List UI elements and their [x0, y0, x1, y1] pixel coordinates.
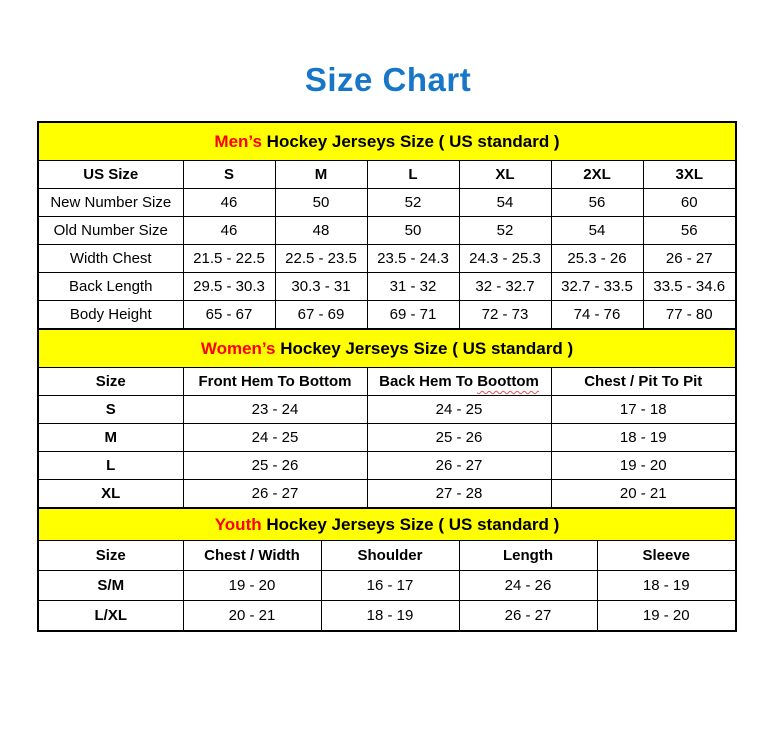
- size-value: 20 - 21: [183, 601, 321, 631]
- size-value: 60: [643, 189, 735, 217]
- mens-size-section: [39, 123, 735, 329]
- table-row: [39, 217, 735, 245]
- size-value: 50: [367, 217, 459, 245]
- row-label: Width Chest: [39, 245, 183, 273]
- row-label: Body Height: [39, 301, 183, 329]
- row-label: New Number Size: [39, 189, 183, 217]
- row-label: S/M: [39, 571, 183, 601]
- size-value: 17 - 18: [551, 396, 735, 424]
- header-row: [39, 161, 735, 189]
- header-row: [39, 368, 735, 396]
- column-header: Back Hem To Boottom: [367, 368, 551, 396]
- size-value: 69 - 71: [367, 301, 459, 329]
- header-row: [39, 541, 735, 571]
- womens-size-table: [39, 368, 735, 508]
- banner-highlight-womens: Women’s: [200, 339, 276, 358]
- size-value: 56: [643, 217, 735, 245]
- size-value: 30.3 - 31: [275, 273, 367, 301]
- size-value: 54: [459, 189, 551, 217]
- column-header: 3XL: [643, 161, 735, 189]
- page-title: Size Chart: [304, 61, 472, 98]
- size-value: 52: [459, 217, 551, 245]
- size-value: 52: [367, 189, 459, 217]
- size-value: 29.5 - 30.3: [183, 273, 275, 301]
- size-value: 46: [183, 189, 275, 217]
- column-header: S: [183, 161, 275, 189]
- size-value: 33.5 - 34.6: [643, 273, 735, 301]
- size-value: 26 - 27: [367, 452, 551, 480]
- size-value: 26 - 27: [183, 480, 367, 508]
- column-header: XL: [459, 161, 551, 189]
- size-value: 50: [275, 189, 367, 217]
- size-value: 67 - 69: [275, 301, 367, 329]
- banner-highlight-mens: Men’s: [214, 132, 262, 151]
- size-value: 77 - 80: [643, 301, 735, 329]
- womens-size-section: [39, 329, 735, 508]
- column-header: Size: [39, 368, 183, 396]
- size-value: 18 - 19: [551, 424, 735, 452]
- table-row: [39, 601, 735, 631]
- size-value: 20 - 21: [551, 480, 735, 508]
- table-row: [39, 245, 735, 273]
- size-value: 22.5 - 23.5: [275, 245, 367, 273]
- size-value: 18 - 19: [597, 571, 735, 601]
- size-value: 16 - 17: [321, 571, 459, 601]
- banner-text-youth: Hockey Jerseys Size ( US standard ): [261, 515, 560, 534]
- youth-size-section: [39, 508, 735, 630]
- column-header: Length: [459, 541, 597, 571]
- column-header: Front Hem To Bottom: [183, 368, 367, 396]
- mens-table-banner: [39, 123, 735, 161]
- size-value: 25.3 - 26: [551, 245, 643, 273]
- column-header: 2XL: [551, 161, 643, 189]
- column-header: Sleeve: [597, 541, 735, 571]
- column-header: Chest / Pit To Pit: [551, 368, 735, 396]
- size-value: 25 - 26: [183, 452, 367, 480]
- size-value: 19 - 20: [551, 452, 735, 480]
- banner-text-mens: Hockey Jerseys Size ( US standard ): [261, 132, 560, 151]
- row-label: L/XL: [39, 601, 183, 631]
- column-header: US Size: [39, 161, 183, 189]
- size-value: 32.7 - 33.5: [551, 273, 643, 301]
- table-row: [39, 396, 735, 424]
- column-header: Shoulder: [321, 541, 459, 571]
- size-value: 26 - 27: [643, 245, 735, 273]
- size-value: 24.3 - 25.3: [459, 245, 551, 273]
- size-value: 32 - 32.7: [459, 273, 551, 301]
- misspelled-word: Boottom: [477, 373, 539, 390]
- size-value: 31 - 32: [367, 273, 459, 301]
- row-label: XL: [39, 480, 183, 508]
- size-value: 25 - 26: [367, 424, 551, 452]
- table-row: [39, 424, 735, 452]
- youth-size-table: [39, 541, 735, 630]
- mens-size-table: [39, 161, 735, 329]
- table-row: [39, 189, 735, 217]
- size-value: 23.5 - 24.3: [367, 245, 459, 273]
- banner-highlight-youth: Youth: [214, 515, 262, 534]
- size-value: 72 - 73: [459, 301, 551, 329]
- size-value: 27 - 28: [367, 480, 551, 508]
- size-value: 19 - 20: [183, 571, 321, 601]
- column-header: Chest / Width: [183, 541, 321, 571]
- row-label: S: [39, 396, 183, 424]
- row-label: Old Number Size: [39, 217, 183, 245]
- table-row: [39, 273, 735, 301]
- table-row: [39, 571, 735, 601]
- size-value: 19 - 20: [597, 601, 735, 631]
- row-label: M: [39, 424, 183, 452]
- size-value: 65 - 67: [183, 301, 275, 329]
- youth-table-banner: [39, 508, 735, 541]
- table-row: [39, 301, 735, 329]
- size-value: 54: [551, 217, 643, 245]
- size-value: 74 - 76: [551, 301, 643, 329]
- column-header: M: [275, 161, 367, 189]
- row-label: L: [39, 452, 183, 480]
- womens-table-banner: [39, 329, 735, 368]
- size-value: 24 - 25: [183, 424, 367, 452]
- column-header: L: [367, 161, 459, 189]
- size-value: 46: [183, 217, 275, 245]
- column-header: Size: [39, 541, 183, 571]
- row-label: Back Length: [39, 273, 183, 301]
- size-value: 21.5 - 22.5: [183, 245, 275, 273]
- size-value: 26 - 27: [459, 601, 597, 631]
- size-value: 56: [551, 189, 643, 217]
- size-chart-container: [37, 121, 737, 632]
- table-row: [39, 452, 735, 480]
- size-value: 48: [275, 217, 367, 245]
- size-value: 18 - 19: [321, 601, 459, 631]
- banner-text-womens: Hockey Jerseys Size ( US standard ): [275, 339, 574, 358]
- size-value: 24 - 25: [367, 396, 551, 424]
- size-value: 23 - 24: [183, 396, 367, 424]
- table-row: [39, 480, 735, 508]
- size-value: 24 - 26: [459, 571, 597, 601]
